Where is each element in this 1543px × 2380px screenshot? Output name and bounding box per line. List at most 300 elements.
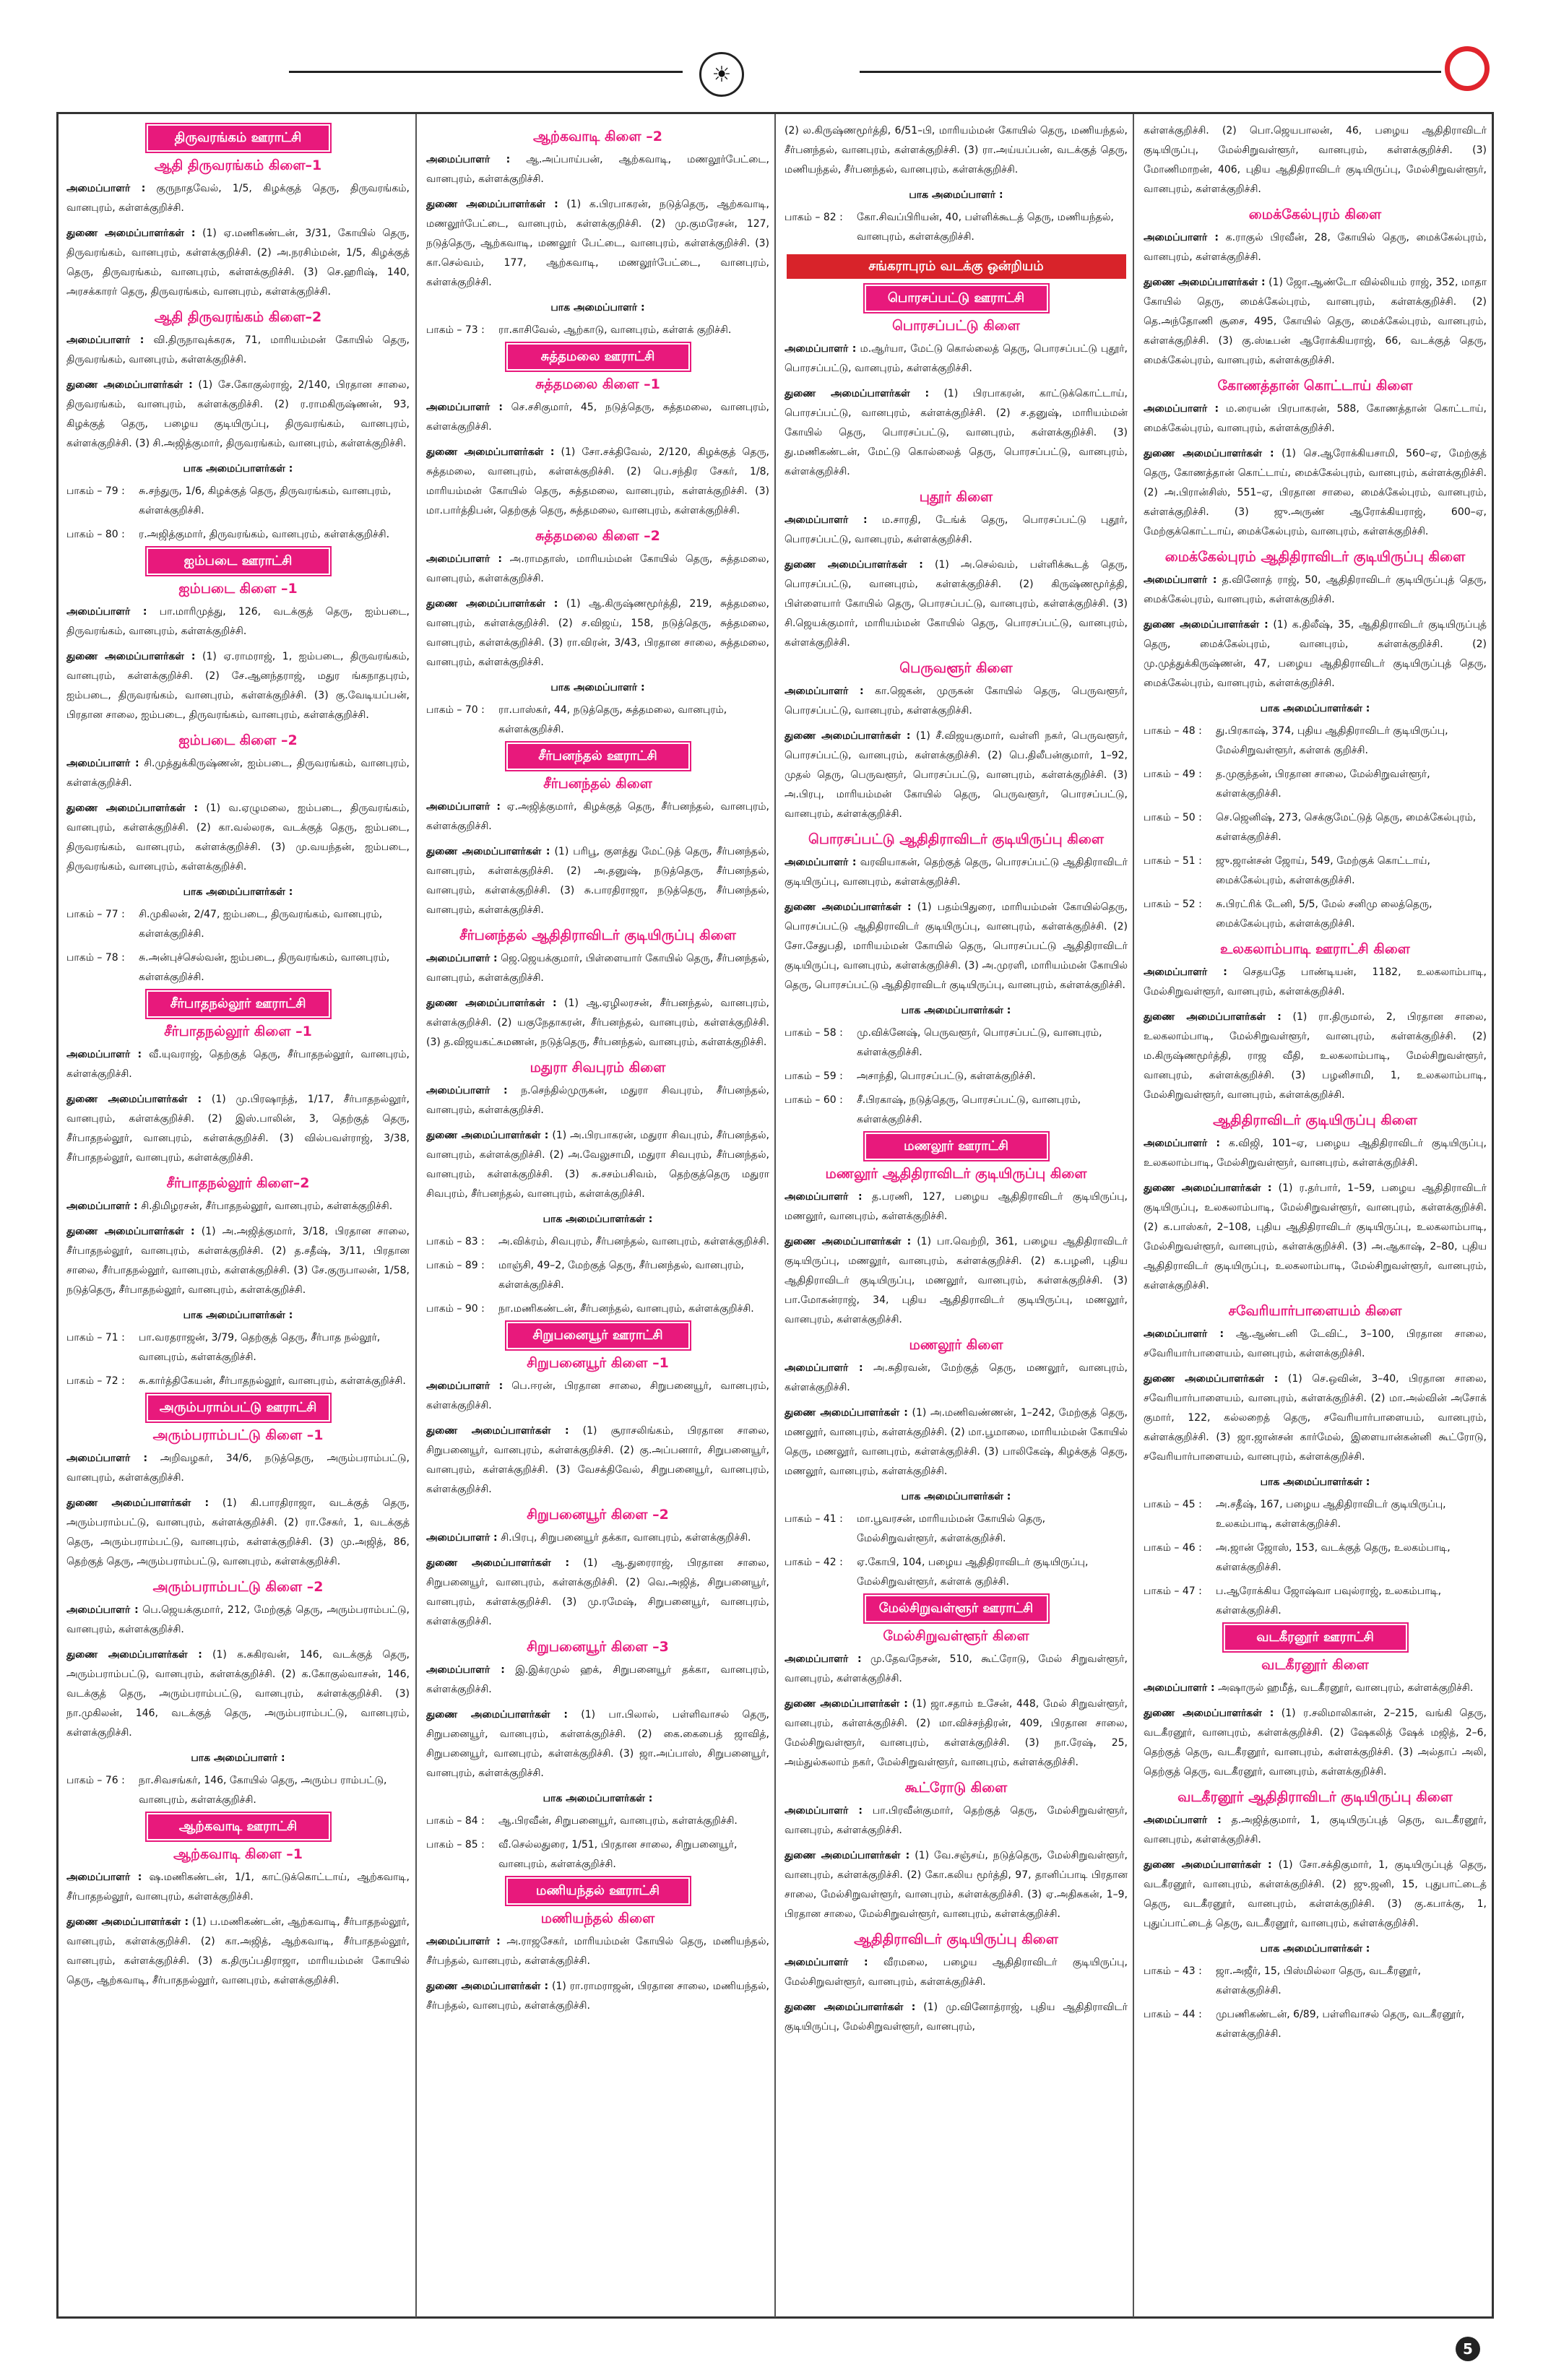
member-details: (2) ல.கிருஷ்ணமூர்த்தி, 6/51–பி, மாரியம்மன் கோயில் தெரு, மணியந்தல், சீர்பனந்தல், வானபுரம், கள்ளக்குறிச்சி. (3) ரா.அய்யப்பன், வடக்குத் தெரு, மணியந்தல், சீர்பனந்தல், வானபுரம், கள்ளக்குறிச்சி. bbox=[785, 125, 1128, 176]
member-entry bbox=[785, 1187, 1128, 1226]
part-organiser: சு.சந்துரு, 1/6, கிழக்குத் தெரு, திருவரங்கம், வானபுரம், கள்ளக்குறிச்சி. bbox=[139, 485, 392, 516]
member-details: த.வினோத் ராஜ், 50, ஆதிதிராவிடர் குடியிருப்புத் தெரு, மைக்கேல்புரம், வானபுரம், கள்ளக்குறிச்சி. bbox=[1144, 574, 1487, 605]
member-entry bbox=[426, 842, 769, 920]
branch-heading: அரும்பராம்பட்டு கிளை –2 bbox=[152, 1579, 324, 1595]
role-label: துணை அமைப்பாளர்கள் : bbox=[426, 1557, 570, 1569]
role-label: துணை அமைப்பாளர்கள் : bbox=[1144, 1011, 1281, 1023]
branch-heading: மணலூர் ஆதிதிராவிடர் குடியிருப்பு கிளை bbox=[825, 1166, 1087, 1182]
part-organiser-row bbox=[1144, 895, 1487, 934]
part-number: பாகம் – 84 : bbox=[426, 1815, 485, 1827]
role-label: துணை அமைப்பாளர்கள் : bbox=[426, 1130, 549, 1141]
member-details: ந.செந்தில்முருகன், மதுரா சிவபுரம், சீர்பனந்தல், வானபுரம், கள்ளக்குறிச்சி. bbox=[426, 1085, 769, 1116]
member-entry bbox=[1144, 444, 1487, 542]
role-label: அமைப்பாளர் : bbox=[66, 1871, 142, 1883]
part-number: பாகம் – 42 : bbox=[785, 1557, 843, 1568]
branch-heading: சீர்பனந்தல் ஆதிதிராவிடர் குடியிருப்பு கிளை bbox=[459, 927, 736, 943]
column-divider bbox=[1133, 114, 1134, 2317]
role-label: அமைப்பாளர் : bbox=[426, 1664, 505, 1676]
part-number: பாகம் – 89 : bbox=[426, 1260, 485, 1271]
member-details: (1) அ.பிரபாகரன், மதுரா சிவபுரம், சீர்பனந்தல், வானபுரம், கள்ளக்குறிச்சி. (2) அ.வேலுசாமி, மதுரா சிவபுரம், சீர்பனந்தல், வானபுரம், கள்ளக்குறிச்சி. (3) சு.சசம்பசிவம், தெற்குத்தெரு மதுரா சிவபுரம், சீர்பனந்தல், வானபுரம், கள்ளக்குறிச்சி. bbox=[426, 1130, 769, 1200]
member-details: க.ராகுல் பிரவீன், 28, கோயில் தெரு, மைக்கேல்புரம், வானபுரம், கள்ளக்குறிச்சி. bbox=[1144, 232, 1487, 263]
member-details: செ.சசிகுமார், 45, நடுத்தெரு, சுத்தமலை, வானபுரம், கள்ளக்குறிச்சி. bbox=[426, 402, 769, 433]
red-ring-icon bbox=[1445, 46, 1490, 91]
branch-heading: சுத்தமலை கிளை –2 bbox=[535, 528, 660, 544]
part-organisers-heading: பாக அமைப்பாளர் : bbox=[550, 682, 645, 693]
member-details: பா.மாரிமுத்து, 126, வடக்குத் தெரு, ஐம்படை, திருவரங்கம், வானபுரம், கள்ளக்குறிச்சி. bbox=[66, 606, 410, 637]
role-label: அமைப்பாளர் : bbox=[785, 1957, 868, 1968]
member-entry bbox=[785, 1650, 1128, 1689]
member-entry bbox=[426, 1528, 769, 1548]
member-details: மு.தேவநேசன், 510, கூட்ரோடு, மேல் சிறுவள்ளூர், வானபுரம், கள்ளக்குறிச்சி. bbox=[785, 1653, 1128, 1684]
role-label: அமைப்பாளர் : bbox=[426, 1532, 498, 1544]
member-details: த.அஜித்குமார், 1, குடியிருப்புத் தெரு, வடகீரனூர், வானபுரம், கள்ளக்குறிச்சி. bbox=[1144, 1814, 1487, 1845]
member-entry bbox=[66, 1868, 410, 1907]
member-details: (1) ரா.திருமால், 2, பிரதான சாலை, உலகலாம்பாடி, மேல்சிறுவள்ளூர், வானபுரம், கள்ளக்குறிச்சி. (2) ம.கிருஷ்ணமூர்த்தி, ராஜ வீதி, உலகலாம்பாடி, மேல்சிறுவள்ளூர், வானபுரம், கள்ளக்குறிச்சி. (3) பழனிசாமி, 1, உலகலாம்பாடி, மேல்சிறுவள்ளூர், வானபுரம், கள்ளக்குறிச்சி. bbox=[1144, 1011, 1487, 1101]
part-organiser-row bbox=[1144, 722, 1487, 761]
member-details: வீரமலை, பழைய ஆதிதிராவிடர் குடியிருப்பு, மேல்சிறுவள்ளூர், வானபுரம், கள்ளக்குறிச்சி. bbox=[785, 1957, 1128, 1988]
member-entry bbox=[1144, 1679, 1487, 1698]
role-label: துணை அமைப்பாளர்கள் : bbox=[1144, 1708, 1274, 1719]
member-details: வீ.யுவராஜ், தெற்குத் தெரு, சீர்பாதநல்லூர், வானபுரம், கள்ளக்குறிச்சி. bbox=[66, 1049, 410, 1080]
part-organiser-row bbox=[785, 1024, 1128, 1063]
member-details: அ.ராமதாஸ், மாரியம்மன் கோயில் தெரு, சுத்தமலை, வானபுரம், கள்ளக்குறிச்சி. bbox=[426, 553, 769, 584]
section-heading: ஆற்கவாடி ஊராட்சி bbox=[148, 1814, 329, 1839]
role-label: அமைப்பாளர் : bbox=[1144, 966, 1227, 978]
branch-heading: உலகலாம்பாடி ஊராட்சி கிளை bbox=[1220, 941, 1410, 957]
part-organiser: சு.கார்த்திகேயன், சீர்பாதநல்லூர், வானபுரம், கள்ளக்குறிச்சி. bbox=[139, 1375, 406, 1387]
role-label: துணை அமைப்பாளர்கள் : bbox=[426, 446, 555, 458]
member-details: அறிவழகர், 34/6, நடுத்தெரு, அரும்பராம்பட்டு, வானபுரம், கள்ளக்குறிச்சி. bbox=[66, 1453, 410, 1484]
member-details: இ.இக்ரமுல் ஹக், சிறுபனையூர் தக்கா, வானபுரம், கள்ளக்குறிச்சி. bbox=[426, 1664, 769, 1695]
section-heading: ஐம்படை ஊராட்சி bbox=[148, 549, 329, 574]
member-details: (1) ஜோ.ஆண்டோ வில்லியம் ராஜ், 352, மாதா கோயில் தெரு, மைக்கேல்புரம், வானபுரம், கள்ளக்குறிச்சி. (2) தெ.அந்தோணி சூசை, 495, கோயில் தெரு, மைக்கேல்புரம், வானபுரம், கள்ளக்குறிச்சி. (3) கு.ஸ்டீபன் ஆரோக்கியராஜ், 66, வடக்குத் தெரு, மைக்கேல்புரம், வானபுரம், கள்ளக்குறிச்சி. bbox=[1144, 277, 1487, 366]
member-entry bbox=[426, 443, 769, 521]
member-entry bbox=[426, 594, 769, 672]
role-label: துணை அமைப்பாளர்கள் : bbox=[785, 901, 912, 913]
member-details: (1) க.சுகிரவன், 146, வடக்குத் தெரு, அரும்பராம்பட்டு, வானபுரம், கள்ளக்குறிச்சி. (2) க.கோகுல்வாசன், 146, வடக்குத் தெரு, அரும்பராம்பட்டு, வானபுரம், கள்ளக்குறிச்சி. (3) நா.முகிலன், 146, வடக்குத் தெரு, அரும்பராம்பட்டு, வானபுரம், கள்ளக்குறிச்சி. bbox=[66, 1649, 410, 1739]
member-details: (1) ஜா.சதாம் உசேன், 448, மேல் சிறுவள்ளூர், வானபுரம், கள்ளக்குறிச்சி. (2) மா.விச்சந்திரன், 409, பிரதான சாலை, மேல்சிறுவள்ளூர், வானபுரம், கள்ளக்குறிச்சி. (3) நா.ரேஷ், 25, அம்துல்கலாம் நகர், மேல்சிறுவள்ளூர், வானபுரம், கள்ளக்குறிச்சி. bbox=[785, 1698, 1128, 1768]
part-organiser-row bbox=[1144, 765, 1487, 804]
role-label: துணை அமைப்பாளர்கள் : bbox=[66, 802, 198, 814]
role-label: துணை அமைப்பாளர்கள் : bbox=[785, 730, 911, 742]
part-organiser: நா.சிவசங்கர், 146, கோயில் தெரு, அரும்ப ராம்பட்டு, வானபுரம், கள்ளக்குறிச்சி. bbox=[139, 1775, 387, 1806]
section-heading: மணலூர் ஊராட்சி bbox=[866, 1134, 1047, 1159]
member-entry bbox=[426, 550, 769, 589]
branch-heading: சீர்பனந்தல் கிளை bbox=[543, 776, 652, 792]
role-label: துணை அமைப்பாளர்கள் : bbox=[785, 559, 923, 571]
member-details: (1) ஆ.ஏழிலரசன், சீர்பனந்தல், வானபுரம், கள்ளக்குறிச்சி. (2) யகுநேதாகரன், சீர்பனந்தல், வானபுரம், கள்ளக்குறிச்சி. (3) த.விஜயகட்சுமணன், நடுத்தெரு, சீர்பனந்தல், வானபுரம், கள்ளக்குறிச்சி. bbox=[426, 998, 769, 1048]
section-heading: சீர்பனந்தல் ஊராட்சி bbox=[508, 744, 688, 769]
member-details: அ.சுதிரவன், மேற்குத் தெரு, மணலூர், வானபுரம், கள்ளக்குறிச்சி. bbox=[785, 1362, 1128, 1393]
branch-heading: மைக்கேல்புரம் கிளை bbox=[1248, 207, 1382, 222]
member-entry bbox=[66, 1913, 410, 1991]
branch-heading: பொரசப்பட்டு ஆதிதிராவிடர் குடியிருப்பு கிளை bbox=[808, 831, 1104, 847]
branch-heading: சீர்பாதநல்லூர் கிளை–2 bbox=[166, 1175, 310, 1191]
role-label: துணை அமைப்பாளர்கள் : bbox=[66, 1649, 202, 1661]
role-label: அமைப்பாளர் : bbox=[785, 1191, 863, 1203]
part-number: பாகம் – 45 : bbox=[1144, 1499, 1202, 1510]
member-entry bbox=[1144, 1704, 1487, 1782]
part-organiser-row bbox=[785, 208, 1128, 247]
part-organiser: மாஞ்சி, 49–2, மேற்குத் தெரு, சீர்பனந்தல், வானபுரம், கள்ளக்குறிச்சி. bbox=[498, 1260, 744, 1291]
part-organiser: சி.முகிலன், 2/47, ஐம்படை, திருவரங்கம், வானபுரம், கள்ளக்குறிச்சி. bbox=[139, 909, 383, 940]
member-details: ஏ.அஜித்குமார், கிழக்குத் தெரு, சீர்பனந்தல், வானபுரம், கள்ளக்குறிச்சி. bbox=[426, 801, 769, 832]
branch-heading: பெருவளூர் கிளை bbox=[899, 660, 1013, 676]
part-number: பாகம் – 46 : bbox=[1144, 1542, 1202, 1554]
branch-heading: ஐம்படை கிளை –1 bbox=[178, 581, 298, 597]
branch-heading: மைக்கேல்புரம் ஆதிதிராவிடர் குடியிருப்பு கிளை bbox=[1164, 549, 1466, 565]
part-organiser-row bbox=[1144, 1495, 1487, 1534]
part-organisers-heading: பாக அமைப்பாளர்கள் : bbox=[1260, 1476, 1370, 1488]
member-details: (1) பா.வெற்றி, 361, பழைய ஆதிதிராவிடர் குடியிருப்பு, மணலூர், வானபுரம், கள்ளக்குறிச்சி. (2) க.பழனி, புதிய ஆதிதிராவிடர் குடியிருப்பு, மணலூர், வானபுரம், கள்ளக்குறிச்சி. (3) பா.மோகன்ராஜ், 34, புதிய ஆதிதிராவிடர் குடியிருப்பு, மணலூர், வானபுரம், கள்ளக்குறிச்சி. bbox=[785, 1236, 1128, 1325]
member-entry bbox=[785, 511, 1128, 550]
member-entry bbox=[1144, 615, 1487, 693]
member-entry bbox=[1144, 1811, 1487, 1850]
member-entry bbox=[66, 1045, 410, 1084]
member-entry bbox=[426, 1977, 769, 2016]
section-heading: பொரசப்பட்டு ஊராட்சி bbox=[866, 286, 1047, 311]
member-entry bbox=[66, 1222, 410, 1300]
part-organiser-row bbox=[426, 701, 769, 740]
part-organisers-heading: பாக அமைப்பாளர் : bbox=[191, 1752, 285, 1764]
member-entry bbox=[785, 1801, 1128, 1840]
member-entry bbox=[66, 799, 410, 877]
role-label: அமைப்பாளர் : bbox=[785, 685, 864, 697]
member-entry bbox=[66, 1494, 410, 1572]
role-label: துணை அமைப்பாளர்கள் : bbox=[66, 1094, 202, 1105]
member-details: க.விஜி, 101–ஏ, பழைய ஆதிதிராவிடர் குடியிருப்பு, உலகலாம்பாடி, மேல்சிறுவள்ளூர், வானபுரம், கள்ளக்குறிச்சி. bbox=[1144, 1138, 1487, 1169]
member-entry bbox=[426, 1705, 769, 1783]
member-details: (1) சீ.விஜயகுமார், வள்ளி நகர், பெருவளூர், பொரசப்பட்டு, வானபுரம், கள்ளக்குறிச்சி. (2) பெ.திலீபன்குமார், 1–92, முதல் தெரு, பெருவளூர், பொரசப்பட்டு, வானபுரம், கள்ளக்குறிச்சி. (3) அ.பிரபு, மாரியம்மன் கோயில் தெரு, பெருவளூர், பொரசப்பட்டு, வானபுரம், கள்ளக்குறிச்சி. bbox=[785, 730, 1128, 820]
member-entry bbox=[426, 1554, 769, 1632]
member-entry bbox=[426, 1421, 769, 1500]
member-entry bbox=[1144, 1856, 1487, 1934]
part-organiser-row bbox=[426, 1256, 769, 1295]
part-organiser: ரா.பாஸ்கர், 44, நடுத்தெரு, சுத்தமலை, வானபுரம், கள்ளக்குறிச்சி. bbox=[498, 704, 727, 735]
part-number: பாகம் – 59 : bbox=[785, 1070, 843, 1082]
branch-heading: ஆற்கவாடி கிளை –1 bbox=[173, 1846, 303, 1862]
role-label: துணை அமைப்பாளர்கள் : bbox=[785, 2002, 916, 2013]
part-organiser: ப.ஆரோக்கிய ஜோஷ்வா பவுல்ராஜ், உலகம்பாடி, கள்ளக்குறிச்சி. bbox=[1216, 1585, 1442, 1617]
part-number: பாகம் – 76 : bbox=[66, 1775, 125, 1786]
member-details: பா.பிரவீன்குமார், தெற்குத் தெரு, மேல்சிறுவள்ளூர், வானபுரம், கள்ளக்குறிச்சி. bbox=[785, 1805, 1128, 1836]
member-entry bbox=[1144, 273, 1487, 371]
member-details: (1) பா.பிலால், பள்ளிவாசல் தெரு, சிறுபனையூர், வானபுரம், கள்ளக்குறிச்சி. (2) கை.கைபைத் ஜாவித், சிறுபனையூர், வானபுரம், கள்ளக்குறிச்சி. (3) ஜா.அப்பாஸ், சிறுபனையூர், வானபுரம், கள்ளக்குறிச்சி. bbox=[426, 1709, 769, 1779]
role-label: துணை அமைப்பாளர்கள் : bbox=[785, 1236, 912, 1247]
role-label: துணை அமைப்பாளர்கள் : bbox=[1144, 1373, 1279, 1385]
part-organiser: மா.பூவரசன், மாரியம்மன் கோயில் தெரு, மேல்சிறுவள்ளூர், கள்ளக்குறிச்சி. bbox=[857, 1513, 1046, 1544]
role-label: அமைப்பாளர் : bbox=[426, 801, 501, 813]
part-number: பாகம் – 80 : bbox=[66, 529, 125, 540]
part-number: பாகம் – 43 : bbox=[1144, 1965, 1202, 1977]
member-entry bbox=[785, 384, 1128, 482]
member-entry bbox=[1144, 228, 1487, 267]
part-number: பாகம் – 72 : bbox=[66, 1375, 125, 1387]
role-label: அமைப்பாளர் : bbox=[426, 1380, 503, 1392]
branch-heading: ஆற்கவாடி கிளை –2 bbox=[533, 129, 662, 144]
branch-heading: ஐம்படை கிளை –2 bbox=[178, 732, 298, 748]
role-label: துணை அமைப்பாளர்கள் : bbox=[426, 598, 558, 610]
member-details: சி.முத்துக்கிருஷ்ணன், ஐம்படை, திருவரங்கம், வானபுரம், கள்ளக்குறிச்சி. bbox=[66, 758, 410, 789]
part-organiser: அ.சதீஷ், 167, பழைய ஆதிதிராவிடர் குடியிருப்பு, உலகம்பாடி, கள்ளக்குறிச்சி. bbox=[1216, 1499, 1446, 1530]
role-label: துணை அமைப்பாளர்கள் : bbox=[66, 379, 193, 391]
member-details: (1) சோ.சக்திவேல், 2/120, கிழக்குத் தெரு, சுத்தமலை, வானபுரம், கள்ளக்குறிச்சி. (2) பெ.சந்திர சேகர், 1/8, மாரியம்மன் கோயில் தெரு, சுத்தமலை, வானபுரம், கள்ளக்குறிச்சி. (3) மா.பார்த்திபன், தெற்குத் தெரு, சுத்தமலை, வானபுரம், கள்ளக்குறிச்சி. bbox=[426, 446, 769, 516]
role-label: துணை அமைப்பாளர்கள் : bbox=[785, 1698, 908, 1710]
role-label: துணை அமைப்பாளர்கள் : bbox=[66, 1497, 209, 1509]
part-organiser-row bbox=[66, 1372, 410, 1391]
role-label: அமைப்பாளர் : bbox=[426, 953, 498, 964]
member-entry bbox=[785, 121, 1128, 180]
part-organiser-row bbox=[66, 1328, 410, 1367]
part-organiser: ஆ.பிரவீன், சிறுபனையூர், வானபுரம், கள்ளக்குறிச்சி. bbox=[498, 1815, 738, 1827]
part-organiser-row bbox=[426, 321, 769, 340]
member-details: (1) ர.சலிமாலிகான், 2–215, வங்கி தெரு, வடகீரனூர், வானபுரம், கள்ளக்குறிச்சி. (2) ஷேகலித் ஷேக் மஜித், 2–6, தெற்குத் தெரு, வடகீரனூர், வானபுரம், கள்ளக்குறிச்சி. (3) அல்தாப் அலி, தெற்குத் தெரு, வடகீரனூர், வானபுரம், கள்ளக்குறிச்சி. bbox=[1144, 1708, 1487, 1778]
part-organiser: அ.விக்ரம், சிவபுரம், சீர்பனந்தல், வானபுரம், கள்ளக்குறிச்சி. bbox=[498, 1236, 769, 1247]
member-details: குருநாதவேல், 1/5, கிழக்குத் தெரு, திருவரங்கம், வானபுரம், கள்ளக்குறிச்சி. bbox=[66, 183, 410, 214]
member-entry bbox=[66, 376, 410, 454]
section-heading: அரும்பராம்பட்டு ஊராட்சி bbox=[148, 1395, 329, 1420]
part-organiser-row bbox=[66, 948, 410, 987]
part-organisers-heading: பாக அமைப்பாளர்கள் : bbox=[901, 1491, 1011, 1502]
member-entry bbox=[785, 1998, 1128, 2037]
part-number: பாகம் – 60 : bbox=[785, 1094, 843, 1106]
member-details: (1) சே.கோகுல்ராஜ், 2/140, பிரதான சாலை, திருவரங்கம், வானபுரம், கள்ளக்குறிச்சி. (2) ர.ராமகிருஷ்ணன், 93, கிழக்குத் தெரு, பழைய குடியிருப்பு, திருவரங்கம், வானபுரம், கள்ளக்குறிச்சி. (3) சி.அஜித்குமார், திருவரங்கம், வானபுரம், கள்ளக்குறிச்சி. bbox=[66, 379, 410, 449]
role-label: துணை அமைப்பாளர்கள் : bbox=[1144, 1182, 1272, 1194]
part-number: பாகம் – 90 : bbox=[426, 1303, 485, 1315]
member-entry bbox=[1144, 571, 1487, 610]
branch-heading: சீர்பாதநல்லூர் கிளை –1 bbox=[164, 1024, 312, 1039]
part-organiser-row bbox=[1144, 1962, 1487, 2001]
role-label: துணை அமைப்பாளர்கள் : bbox=[1144, 448, 1274, 459]
part-organiser-row bbox=[66, 525, 410, 545]
role-label: துணை அமைப்பாளர்கள் : bbox=[785, 388, 930, 399]
role-label: அமைப்பாளர் : bbox=[1144, 232, 1219, 243]
part-number: பாகம் – 50 : bbox=[1144, 812, 1202, 823]
member-entry bbox=[426, 1377, 769, 1416]
part-organiser-row bbox=[66, 905, 410, 944]
member-entry bbox=[66, 754, 410, 793]
part-organisers-heading: பாக அமைப்பாளர்கள் : bbox=[183, 463, 293, 475]
role-label: துணை அமைப்பாளர்கள் : bbox=[1144, 619, 1268, 631]
section-heading: சுத்தமலை ஊராட்சி bbox=[508, 345, 688, 369]
member-details: (1) அ.மணிவண்ணன், 1–242, மேற்குத் தெரு, மணலூர், வானபுரம், கள்ளக்குறிச்சி. (2) மா.பூமாலை, மாரியம்மன் கோயில் தெரு, மணலூர், வானபுரம், கள்ளக்குறிச்சி. (3) பாலிகேஷ், கிழக்குத் தெரு, மணலூர், வானபுரம், கள்ளக்குறிச்சி. bbox=[785, 1407, 1128, 1477]
part-organiser-row bbox=[426, 1232, 769, 1252]
part-organisers-heading: பாக அமைப்பாளர் : bbox=[909, 189, 1003, 201]
part-organiser-row bbox=[426, 1835, 769, 1874]
member-details: (1) அ.செல்வம், பள்ளிக்கூடத் தெரு, பொரசப்பட்டு, வானபுரம், கள்ளக்குறிச்சி. (2) கிருஷ்ணமூர்த்தி, பிள்ளையார் கோயில் தெரு, பொரசப்பட்டு, வானபுரம், கள்ளக்குறிச்சி. (3) சி.ஜெயக்குமார், மாரியம்மன் கோயில் தெரு, பொரசப்பட்டு, வானபுரம், கள்ளக்குறிச்சி. bbox=[785, 559, 1128, 649]
member-entry bbox=[66, 1601, 410, 1640]
part-organiser: சு.பிரட்ரிக் டேனி, 5/5, மேல் சனிமு லைத்தெரு, மைக்கேல்புரம், கள்ளக்குறிச்சி. bbox=[1216, 899, 1432, 930]
section-heading: திருவரங்கம் ஊராட்சி bbox=[148, 126, 329, 150]
part-organiser: அசாந்தி, பொரசப்பட்டு, கள்ளக்குறிச்சி. bbox=[857, 1070, 1036, 1082]
member-entry bbox=[785, 1359, 1128, 1398]
part-number: பாகம் – 52 : bbox=[1144, 899, 1202, 910]
role-label: அமைப்பாளர் : bbox=[1144, 1682, 1215, 1694]
member-entry bbox=[785, 1846, 1128, 1924]
branch-heading: புதூர் கிளை bbox=[919, 489, 993, 505]
part-organiser: சு.அன்புச்செல்வன், ஐம்படை, திருவரங்கம், வானபுரம், கள்ளக்குறிச்சி. bbox=[139, 952, 390, 983]
role-label: அமைப்பாளர் : bbox=[426, 154, 511, 165]
branch-heading: சிறுபனையூர் கிளை –3 bbox=[527, 1639, 669, 1655]
member-details: வி.திருநாவுக்கரசு, 71, மாரியம்மன் கோயில் தெரு, திருவரங்கம், வானபுரம், கள்ளக்குறிச்சி. bbox=[66, 334, 410, 365]
part-organiser-row bbox=[1144, 1539, 1487, 1578]
role-label: துணை அமைப்பாளர்கள் : bbox=[66, 1916, 189, 1928]
part-organiser-row bbox=[66, 1771, 410, 1810]
member-details: (1) ஏ.மணிகண்டன், 3/31, கோயில் தெரு, திருவரங்கம், வானபுரம், கள்ளக்குறிச்சி. (2) அ.நரசிம்மன், 1/5, கிழக்குத் தெரு, திருவரங்கம், வானபுரம், கள்ளக்குறிச்சி. (3) செ.ஹரிஷ், 140, அரசக்காரர் தெரு, திருவரங்கம், வானபுரம், கள்ளக்குறிச்சி. bbox=[66, 228, 410, 298]
member-entry bbox=[1144, 1134, 1487, 1173]
role-label: அமைப்பாளர் : bbox=[66, 1453, 148, 1464]
section-heading: மணியந்தல் ஊராட்சி bbox=[508, 1879, 688, 1903]
role-label: அமைப்பாளர் : bbox=[785, 1805, 863, 1817]
branch-heading: மணியந்தல் கிளை bbox=[540, 1911, 655, 1926]
member-entry bbox=[426, 398, 769, 437]
member-entry bbox=[1144, 963, 1487, 1002]
member-entry bbox=[66, 1449, 410, 1488]
member-details: ம.சாரதி, டேங்க் தெரு, பொரசப்பட்டு புதூர், பொரசப்பட்டு, வானபுரம், கள்ளக்குறிச்சி. bbox=[785, 514, 1128, 545]
role-label: அமைப்பாளர் : bbox=[66, 758, 139, 769]
member-details: அ.ராஜசேகர், மாரியம்மன் கோயில் தெரு, மணியந்தல், சீர்பந்தல், வானபுரம், கள்ளக்குறிச்சி. bbox=[426, 1936, 769, 1967]
role-label: அமைப்பாளர் : bbox=[66, 183, 146, 194]
role-label: அமைப்பாளர் : bbox=[66, 1604, 139, 1616]
branch-heading: ஆதிதிராவிடர் குடியிருப்பு கிளை bbox=[1213, 1112, 1417, 1128]
branch-heading: பொரசப்பட்டு கிளை bbox=[892, 318, 1020, 334]
section-heading: மேல்சிறுவள்ளூர் ஊராட்சி bbox=[866, 1596, 1047, 1621]
part-organiser: செ.ஜெனிஷ், 273, செக்குமேட்டுத் தெரு, மைக்கேல்புரம், கள்ளக்குறிச்சி. bbox=[1216, 812, 1477, 843]
role-label: அமைப்பாளர் : bbox=[1144, 1814, 1222, 1826]
branch-heading: அரும்பராம்பட்டு கிளை –1 bbox=[152, 1427, 324, 1443]
role-label: அமைப்பாளர் : bbox=[1144, 403, 1219, 415]
role-label: துணை அமைப்பாளர்கள் : bbox=[1144, 1859, 1272, 1871]
member-details: (1) மு.பிரஷாந்த், 1/17, சீர்பாதநல்லூர், வானபுரம், கள்ளக்குறிச்சி. (2) இஸ்.பாலின், 3, தெற்குத் தெரு, சீர்பாதநல்லூர், வானபுரம், கள்ளக்குறிச்சி. (3) வில்பவள்ராஜ், 3/38, சீர்பாதநல்லூர், வானபுரம், கள்ளக்குறிச்சி. bbox=[66, 1094, 410, 1164]
member-entry bbox=[66, 1645, 410, 1743]
member-entry bbox=[426, 797, 769, 836]
member-entry bbox=[1144, 1008, 1487, 1105]
part-organiser-row bbox=[426, 1812, 769, 1831]
column-3 bbox=[785, 121, 1128, 2310]
branch-heading: வடகீரனூர் கிளை bbox=[1261, 1657, 1369, 1673]
part-organiser: ர.அஜித்குமார், திருவரங்கம், வானபுரம், கள்ளக்குறிச்சி. bbox=[139, 529, 390, 540]
member-entry bbox=[66, 647, 410, 725]
member-details: ம.ரையன் பிரபாகரன், 588, கோணத்தான் கொட்டாய், மைக்கேல்புரம், வானபுரம், கள்ளக்குறிச்சி. bbox=[1144, 403, 1487, 434]
part-organiser: ஜு.ஜான்சன் ஜோய், 549, மேற்குக் கொட்டாய், மைக்கேல்புரம், கள்ளக்குறிச்சி. bbox=[1216, 855, 1430, 886]
member-details: (1) ஆ.கிருஷ்ணமூர்த்தி, 219, சுத்தமலை, வானபுரம், கள்ளக்குறிச்சி. (2) ச.விஜய், 158, நடுத்தெரு, சுத்தமலை, வானபுரம், கள்ளக்குறிச்சி. (3) ரா.விரன், 3/43, பிரதான சாலை, சுத்தமலை, வானபுரம், கள்ளக்குறிச்சி. bbox=[426, 598, 769, 668]
member-details: (1) க.பிரபாகரன், நடுத்தெரு, ஆற்கவாடி, மணலூர்பேட்டை, வானபுரம், கள்ளக்குறிச்சி. (2) மு.குமரேசன், 127, நடுத்தெரு, ஆற்கவாடி, மணலூர் பேட்டை, வானபுரம், கள்ளக்குறிச்சி. (3) கா.செல்வம், 177, ஆற்கவாடி, மணலூர்பேட்டை, வானபுரம், கள்ளக்குறிச்சி. bbox=[426, 199, 769, 288]
part-number: பாகம் – 78 : bbox=[66, 952, 125, 964]
member-entry bbox=[785, 898, 1128, 995]
member-details: (1) வ.ஏழுமலை, ஐம்படை, திருவரங்கம், வானபுரம், கள்ளக்குறிச்சி. (2) கா.வல்லரசு, வடக்குத் தெரு, ஐம்படை, திருவரங்கம், வானபுரம், கள்ளக்குறிச்சி. (3) மு.வயந்தன், ஐம்படை, திருவரங்கம், வானபுரம், கள்ளக்குறிச்சி. bbox=[66, 802, 410, 873]
member-entry bbox=[66, 331, 410, 370]
part-organiser: அ.ஜான் ஜோஸ், 153, வடக்குத் தெரு, உலகம்பாடி, கள்ளக்குறிச்சி. bbox=[1216, 1542, 1451, 1573]
role-label: அமைப்பாளர் : bbox=[1144, 574, 1217, 586]
member-entry bbox=[426, 1932, 769, 1971]
part-organiser-row bbox=[785, 1091, 1128, 1130]
member-details: (1) பதம்பிதுரை, மாரியம்மன் கோயில்தெரு, பொரசப்பட்டு ஆதிதிராவிடர் குடியிருப்பு, வானபுரம், கள்ளக்குறிச்சி. (2) சோ.சேதுபதி, மாரியம்மன் கோயில் தெரு, பொரசப்பட்டு ஆதிதிராவிடர் குடியிருப்பு, வானபுரம், கள்ளக்குறிச்சி. (3) அ.முரளி, மாரியம்மன் கோயில் தெரு, பொரசப்பட்டு ஆதிதிராவிடர் குடியிருப்பு, வானபுரம், கள்ளக்குறிச்சி. bbox=[785, 901, 1128, 991]
branch-heading: கூட்ரோடு கிளை bbox=[904, 1780, 1008, 1796]
role-label: அமைப்பாளர் : bbox=[785, 1362, 863, 1374]
member-details: சி.பிரபு, சிறுபனையூர் தக்கா, வானபுரம், கள்ளக்குறிச்சி. bbox=[497, 1532, 751, 1544]
header-rule-left bbox=[289, 71, 683, 73]
member-details: (1) சூராசலிங்கம், பிரதான சாலை, சிறுபனையூர், வானபுரம், கள்ளக்குறிச்சி. (2) கு.அப்பனார், சிறுபனையூர், வானபுரம், கள்ளக்குறிச்சி. (3) வேசக்திவேல், சிறுபனையூர், வானபுரம், கள்ளக்குறிச்சி. bbox=[426, 1425, 769, 1495]
member-entry bbox=[426, 1126, 769, 1204]
member-entry bbox=[1144, 1179, 1487, 1296]
branch-heading: சிறுபனையூர் கிளை –2 bbox=[527, 1507, 669, 1523]
branch-heading: ஆதி திருவரங்கம் கிளை–1 bbox=[154, 157, 322, 173]
part-number: பாகம் – 70 : bbox=[426, 704, 485, 716]
branch-heading: கோணத்தான் கொட்டாய் கிளை bbox=[1217, 378, 1413, 394]
member-details: கள்ளக்குறிச்சி. (2) பொ.ஜெயபாலன், 46, பழைய ஆதிதிராவிடர் குடியிருப்பு, மேல்சிறுவள்ளூர், வானபுரம், கள்ளக்குறிச்சி. (3) மோணிமாறன், 406, புதிய ஆதிதிராவிடர் குடியிருப்பு, மேல்சிறுவள்ளூர், வானபுரம், கள்ளக்குறிச்சி. bbox=[1144, 125, 1487, 195]
member-details: (1) வே.சஞ்சய், நடுத்தெரு, மேல்சிறுவள்ளூர், வானபுரம், கள்ளக்குறிச்சி. (2) கோ.கலிய மூர்த்தி, 97, தானிப்பாடி பிரதான சாலை, மேல்சிறுவள்ளூர், வானபுரம், கள்ளக்குறிச்சி. (3) ஏ.அதிசுகன், 1–9, பிரதான சாலை, மேல்சிறுவள்ளூர், வானபுரம், கள்ளக்குறிச்சி. bbox=[785, 1850, 1128, 1920]
member-details: (1) மு.வினோத்ராஜ், புதிய ஆதிதிராவிடர் குடியிருப்பு, மேல்சிறுவள்ளூர், வானபுரம், bbox=[785, 2002, 1128, 2033]
role-label: அமைப்பாளர் : bbox=[426, 553, 502, 565]
member-details: ஷ.மணிகண்டன், 1/1, காட்டுக்கொட்டாய், ஆற்கவாடி, சீர்பாதநல்லூர், வானபுரம், கள்ளக்குறிச்சி. bbox=[66, 1871, 410, 1903]
part-organiser: ஏ.கோபி, 104, பழைய ஆதிதிராவிடர் குடியிருப்பு, மேல்சிறுவள்ளூர், கள்ளக் குறிச்சி. bbox=[857, 1557, 1089, 1588]
part-number: பாகம் – 71 : bbox=[66, 1332, 125, 1343]
part-organiser-row bbox=[1144, 852, 1487, 891]
member-details: வரவியாகன், தெற்குத் தெரு, பொரசப்பட்டு ஆதிதிராவிடர் குடியிருப்பு, வானபுரம், கள்ளக்குறிச்சி. bbox=[785, 857, 1128, 888]
column-divider bbox=[415, 114, 417, 2317]
header-rule-right bbox=[860, 71, 1441, 73]
member-details: (1) ர.தர்பார், 1–59, பழைய ஆதிதிராவிடர் குடியிருப்பு, உலகலாம்பாடி, மேல்சிறுவள்ளூர், வானபுரம், கள்ளக்குறிச்சி. (2) க.பாஸ்கர், 2–108, புதிய ஆதிதிராவிடர் குடியிருப்பு, உலகலாம்பாடி, மேல்சிறுவள்ளூர், வானபுரம், கள்ளக்குறிச்சி. (3) அ.ஆகாஷ், 2–80, புதிய ஆதிதிராவிடர் குடியிருப்பு, உலகலாம்பாடி, மேல்சிறுவள்ளூர், வானபுரம், கள்ளக்குறிச்சி. bbox=[1144, 1182, 1487, 1291]
role-label: அமைப்பாளர் : bbox=[1144, 1138, 1221, 1149]
member-entry bbox=[785, 1232, 1128, 1330]
member-entry bbox=[785, 339, 1128, 378]
member-entry bbox=[785, 727, 1128, 824]
member-entry bbox=[785, 1403, 1128, 1481]
member-details: கா.ஜெகன், முருகன் கோயில் தெரு, பெருவளூர், பொரசப்பட்டு, வானபுரம், கள்ளக்குறிச்சி. bbox=[785, 685, 1128, 717]
role-label: துணை அமைப்பாளர்கள் : bbox=[66, 228, 196, 239]
role-label: துணை அமைப்பாளர்கள் : bbox=[426, 1981, 549, 1992]
part-organiser-row bbox=[1144, 808, 1487, 847]
member-details: ம.ஆர்யா, மேட்டு கொல்லைத் தெரு, பொரசப்பட்டு புதூர், பொரசப்பட்டு, வானபுரம், கள்ளக்குறிச்சி. bbox=[785, 343, 1128, 374]
page-header bbox=[0, 0, 1543, 123]
member-details: அஷாருல் ஹமீத், வடகீரனூர், வானபுரம், கள்ளக்குறிச்சி. bbox=[1214, 1682, 1474, 1694]
part-organiser-row bbox=[785, 1553, 1128, 1592]
role-label: அமைப்பாளர் : bbox=[66, 1049, 142, 1060]
branch-heading: மேல்சிறுவள்ளூர் கிளை bbox=[883, 1628, 1029, 1644]
part-organisers-heading: பாக அமைப்பாளர்கள் : bbox=[1260, 703, 1370, 714]
section-heading: சிறுபனையூர் ஊராட்சி bbox=[508, 1323, 688, 1348]
branch-heading: வடகீரனூர் ஆதிதிராவிடர் குடியிருப்பு கிளை bbox=[1177, 1789, 1453, 1805]
member-entry bbox=[66, 224, 410, 302]
member-details: (1) ப.மணிகண்டன், ஆற்கவாடி, சீர்பாதநல்லூர், வானபுரம், கள்ளக்குறிச்சி. (2) கா.அஜித், ஆற்கவாடி, சீர்பாதநல்லூர், வானபுரம், கள்ளக்குறிச்சி. (3) க.திருப்பதிராஜா, மாரியம்மன் கோயில் தெரு, ஆற்கவாடி, சீர்பாதநல்லூர், வானபுரம், கள்ளக்குறிச்சி. bbox=[66, 1916, 410, 1986]
member-entry bbox=[66, 1197, 410, 1216]
part-organiser: கோ.சிவப்பிரியன், 40, பள்ளிக்கூடத் தெரு, மணியந்தல், வானபுரம், கள்ளக்குறிச்சி. bbox=[857, 212, 1114, 243]
part-organiser: த.முகுந்தன், பிரதான சாலை, மேல்சிறுவள்ளூர், கள்ளக்குறிச்சி. bbox=[1216, 769, 1430, 800]
part-number: பாகம் – 48 : bbox=[1144, 725, 1202, 737]
part-organiser: வீ.செல்லதுரை, 1/51, பிரதான சாலை, சிறுபனையூர், வானபுரம், கள்ளக்குறிச்சி. bbox=[498, 1839, 738, 1870]
branch-heading: சிறுபனையூர் கிளை –1 bbox=[527, 1355, 669, 1371]
column-divider bbox=[774, 114, 776, 2317]
role-label: அமைப்பாளர் : bbox=[785, 514, 868, 526]
member-entry bbox=[785, 555, 1128, 653]
member-details: (1) ஏ.ராமராஜ், 1, ஐம்படை, திருவரங்கம், வானபுரம், கள்ளக்குறிச்சி. (2) சே.ஆனந்தராஜ், மதுர ங்கநாதபுரம், ஐம்படை, திருவரங்கம், வானபுரம், கள்ளக்குறிச்சி. (3) கு.வேடியப்பன், பிரதான சாலை, ஐம்படை, திருவரங்கம், வானபுரம், கள்ளக்குறிச்சி. bbox=[66, 651, 410, 721]
member-entry bbox=[1144, 399, 1487, 438]
part-organiser-row bbox=[1144, 2005, 1487, 2044]
role-label: துணை அமைப்பாளர்கள் : bbox=[426, 846, 550, 857]
role-label: துணை அமைப்பாளர்கள் : bbox=[785, 1407, 908, 1419]
member-details: (1) கி.பாரதிராஜா, வடக்குத் தெரு, அரும்பராம்பட்டு, வானபுரம், கள்ளக்குறிச்சி. (2) ரா.சேகர், 1, வடக்குத் தெரு, அரும்பராம்பட்டு, வானபுரம், கள்ளக்குறிச்சி. (3) மு.அஜித், 86, தெற்குத் தெரு, அரும்பராம்பட்டு, வானபுரம், கள்ளக்குறிச்சி. bbox=[66, 1497, 410, 1567]
branch-heading: ஆதி திருவரங்கம் கிளை–2 bbox=[154, 309, 322, 325]
member-details: (1) செ.ஒவின், 3–40, பிரதான சாலை, சவேரியார்பாளையம், வானபுரம், கள்ளக்குறிச்சி. (2) மா.அல்வின் அசோக் குமார், 122, கல்லறைத் தெரு, சவேரியார்பாளையம், வானபுரம், கள்ளக்குறிச்சி. (3) ஜா.ஜான்சன் கார்மேல், இளையான்கன்னி கூட்ரோடு, சவேரியார்பாளையம், வானபுரம், கள்ளக்குறிச்சி. bbox=[1144, 1373, 1487, 1463]
part-organiser-row bbox=[426, 1299, 769, 1319]
part-organiser: மு.விக்னேஷ், பெருவளூர், பொரசப்பட்டு, வானபுரம், கள்ளக்குறிச்சி. bbox=[857, 1027, 1102, 1058]
column-2 bbox=[426, 121, 769, 2310]
role-label: துணை அமைப்பாளர்கள் : bbox=[426, 199, 558, 210]
role-label: அமைப்பாளர் : bbox=[426, 1936, 501, 1947]
member-entry bbox=[785, 1695, 1128, 1773]
role-label: துணை அமைப்பாளர்கள் : bbox=[426, 1425, 569, 1437]
member-details: ஜெ.ஜெயக்குமார், பிள்ளையார் கோயில் தெரு, சீர்பனந்தல், வானபுரம், கள்ளக்குறிச்சி. bbox=[426, 953, 769, 984]
